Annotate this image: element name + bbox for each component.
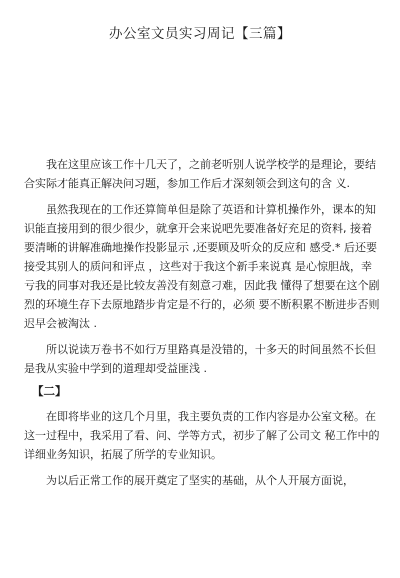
paragraph-5: 为以后正常工作的展开奠定了坚实的基础，从个人开展方面说， (46, 474, 354, 487)
paragraph-3: 所以说读万卷书不如行万里路真是没错的，十多天的时间虽然不长但是我从实验中学到的道理却受益匪浅 . (24, 343, 376, 375)
document-body (24, 155, 380, 497)
paragraph-2: 虽然我现在的工作还算简单但是除了英语和计算机操作外，课本的知识能直接用到的很少很少，就拿开会来说吧先要准备好充足的资料, 接着要清晰的讲解准确地操作投影显示 ,还要顾及听众的反应和 感受.* 后还要接受其别人的质问和评点 ，这些对于我这个新手来说真 是心惊胆战，幸亏我的同事对我还是比较友善没有刻意刁难，因此我 懂得了想要在这个剧烈的环境生存下去原地踏步肯定是不行的，必须 要不断积累不断进步否则迟早会被淘汰 . (24, 203, 380, 330)
paragraph-4: 在即将毕业的这几个月里，我主要负责的工作内容是办公室文秘。在这一过程中，我采用了看、问、学等方式，初步了解了公司文 秘工作中的详细业务知识，拓展了所学的专业知识。 (24, 410, 380, 461)
section-heading: 【二】 (32, 384, 67, 398)
document-title: 办公室文员实习周记【三篇】 (109, 26, 291, 42)
paragraph-1: 我在这里应该工作十几天了，之前老听别人说学校学的是理论，要结合实际才能真正解决问习题，参加工作后才深刻领会到这句的含 义. (24, 158, 376, 190)
